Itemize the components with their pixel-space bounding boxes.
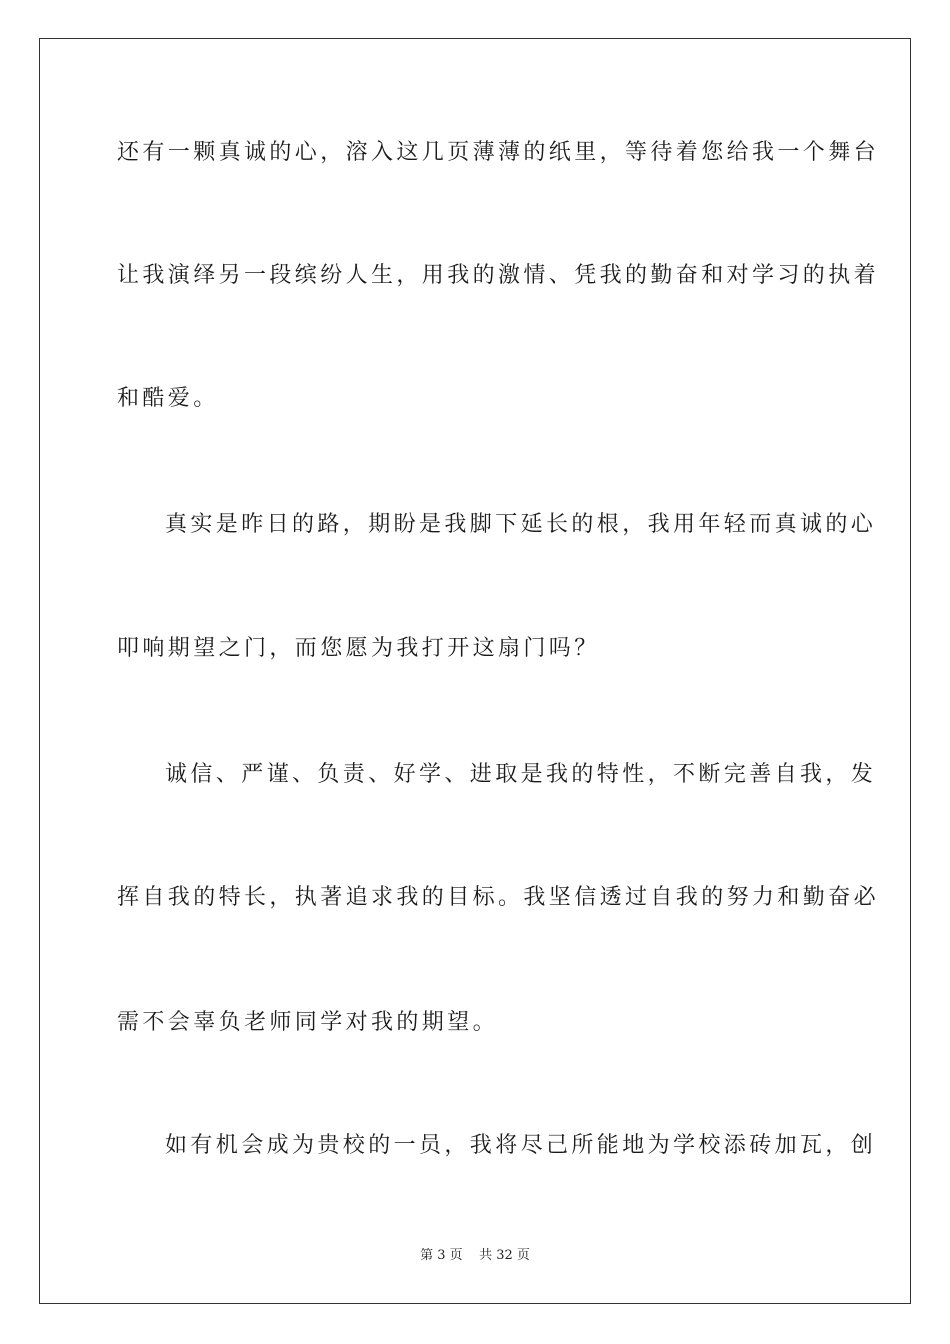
page-border xyxy=(39,38,911,1304)
text-line-4: 真实是昨日的路，期盼是我脚下延长的根，我用年轻而真诚的心 xyxy=(165,512,877,537)
text-line-8: 需不会辜负老师同学对我的期望。 xyxy=(117,1010,499,1035)
text-line-7: 挥自我的特长，执著追求我的目标。我坚信透过自我的努力和勤奋必 xyxy=(117,885,880,910)
text-line-5: 叩响期望之门，而您愿为我打开这扇门吗？ xyxy=(117,636,600,661)
text-line-2: 让我演绎另一段缤纷人生，用我的激情、凭我的勤奋和对学习的执着 xyxy=(117,263,880,288)
text-line-3: 和酷爱。 xyxy=(117,386,219,411)
text-line-1: 还有一颗真诚的心，溶入这几页薄薄的纸里，等待着您给我一个舞台 xyxy=(117,140,880,165)
text-line-6: 诚信、严谨、负责、好学、进取是我的特性，不断完善自我，发 xyxy=(165,762,877,787)
page-number-footer: 第 3 页 共 32 页 xyxy=(420,1248,530,1263)
text-line-9: 如有机会成为贵校的一员，我将尽己所能地为学校添砖加瓦，创 xyxy=(165,1133,877,1158)
